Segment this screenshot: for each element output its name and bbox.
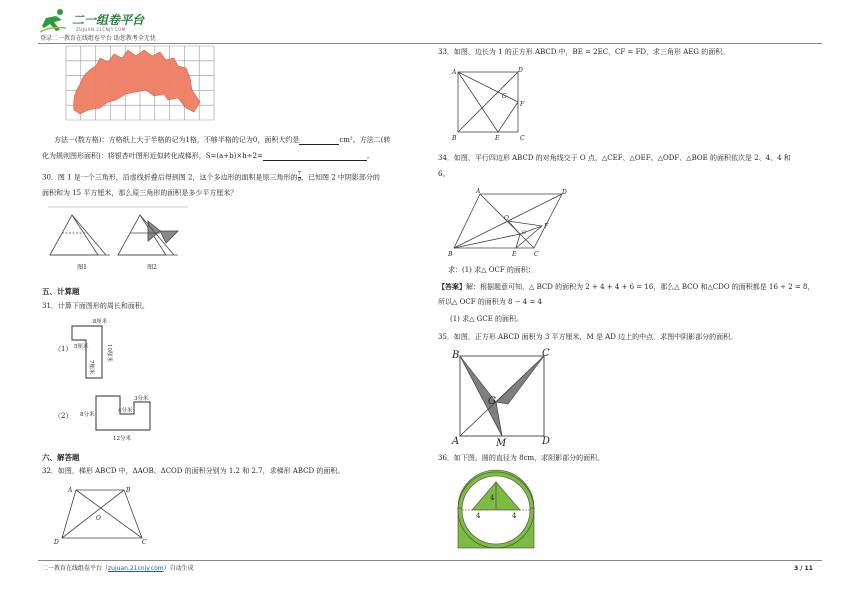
circle-label-l: 4 xyxy=(476,512,481,520)
circle-shaded-figure xyxy=(454,466,538,550)
sq2-label-M: M xyxy=(496,438,507,449)
sq2-label-C: C xyxy=(542,348,550,359)
q33-text: 33．如图，边长为 1 的正方形 ABCD 中，BE = 2EC，CF = FD，求三角形 AEG 的面积。 xyxy=(438,48,730,56)
fig2-label: 图2 xyxy=(147,264,157,271)
trap-label-D: D xyxy=(54,539,59,546)
method-line-2: 化为规则图形面积)：将银杏叶图形近似转化成梯形，S=(a+b)×h÷2= 。 xyxy=(42,152,374,160)
sq-label-D: D xyxy=(518,67,523,74)
shape2-index: （2） xyxy=(54,412,73,420)
q30-line-2: 面积和为 15 平方厘米，那么原三角形的面积是多少平方厘米？ xyxy=(42,189,238,197)
circle-label-v: 4 xyxy=(490,494,495,502)
sq-label-G: G xyxy=(502,93,507,100)
footer-link[interactable]: zujuan.21cnjy.com xyxy=(108,565,164,572)
para-label-E: E xyxy=(512,251,517,258)
section-6-heading: 六、解答题 xyxy=(42,453,80,462)
sq-label-F: F xyxy=(520,101,525,108)
shape2-left: 8分米 xyxy=(80,412,95,418)
para-label-F: F xyxy=(544,223,549,230)
sq2-label-B: B xyxy=(452,350,460,361)
header-tagline: 登录二一教育在线组卷平台 助您教考全无忧 xyxy=(40,35,156,42)
trapezoid-figure xyxy=(54,484,154,546)
logo-icon xyxy=(40,8,68,34)
logo-text: 二一组卷平台 xyxy=(72,13,145,27)
para-label-C: C xyxy=(534,251,539,258)
shape1-inner: 7厘米 xyxy=(88,360,94,375)
shape1-index: （1） xyxy=(54,345,73,353)
q34-answer: 【答案】解：根据题意可知，△ BCD 的面积为 2 + 4 + 4 + 6 = 16，那么△ BCO 和△CDO 的面积都是 16 ÷ 2 = 8， xyxy=(438,282,815,291)
trap-label-B: B xyxy=(126,487,131,494)
page-number: 3 / 11 xyxy=(794,565,813,572)
q34-line-1: 34．如图，平行四边形 ABCD 的对角线交于 O 点，△CEF、△OEF、△ODF、△BOE 的面积依次是 2、4、4 和 xyxy=(438,154,791,162)
q34-answer-2: 所以△ OCF 的面积为 8 − 4 = 4 xyxy=(438,298,543,306)
parallelogram-figure xyxy=(450,188,572,260)
shape1-top: 8厘米 xyxy=(92,319,108,325)
shape1-right: 10厘米 xyxy=(106,344,112,362)
circle-label-r: 4 xyxy=(512,512,517,520)
header-divider xyxy=(38,43,822,44)
para-label-G: G xyxy=(522,230,526,236)
para-label-A: A xyxy=(476,188,481,195)
square-shaded-figure xyxy=(452,348,552,449)
footer-divider xyxy=(38,560,822,561)
q36-text: 36．如下图，圆的直径为 8cm，求阴影部分的面积。 xyxy=(438,454,605,462)
shape2-figure xyxy=(74,392,154,444)
shape1-left: 5厘米 xyxy=(74,344,89,350)
q34-line-2: 6。 xyxy=(438,170,450,178)
sq-label-B: B xyxy=(452,135,457,142)
fig1-label: 图1 xyxy=(77,264,87,271)
para-label-O: O xyxy=(504,215,509,222)
section-5-heading: 五、计算题 xyxy=(42,287,80,296)
q31-text: 31．计算下面图形的周长和面积。 xyxy=(42,302,149,310)
q34-ask-2: (1) 求△ GCE 的面积。 xyxy=(450,315,524,323)
shape1-figure xyxy=(72,318,142,380)
trap-label-O: O xyxy=(96,515,101,522)
footer-source: 二一教育在线组卷平台（zujuan.21cnjy.com）自动生成 xyxy=(42,565,194,572)
trap-label-C: C xyxy=(142,539,147,546)
q35-text: 35．如图，正方形 ABCD 面积为 3 平方厘米，M 是 AD 边上的中点．求图中阴影部分的面积。 xyxy=(438,333,738,341)
answer-blank-1[interactable] xyxy=(299,137,339,145)
sq-label-A: A xyxy=(452,69,457,76)
q34-ask-1: 求：(1) 求△ OCF 的面积； xyxy=(448,266,535,274)
shape2-right: 3分米 xyxy=(134,396,149,402)
shape2-mid: 4分米 xyxy=(118,408,133,414)
para-label-B: B xyxy=(448,251,453,258)
trap-label-A: A xyxy=(68,487,73,494)
q30-line-1: 30．图 1 是一个三角形，沿虚线折叠后得到图 2，这个多边形的面积是原三角形的 $\frac{7}{9}$ ，已知图 2 中阴影部分的 xyxy=(42,171,380,183)
para-label-D: D xyxy=(562,189,567,196)
q32-text: 32．如图，梯形 ABCD 中，ΔAOB、ΔCOD 的面积分别为 1.2 和 2.7，求梯形 ABCD 的面积。 xyxy=(42,467,345,475)
answer-blank-2[interactable] xyxy=(263,153,367,161)
fold-figures xyxy=(48,205,188,275)
sq-label-C: C xyxy=(520,135,525,142)
sq2-label-D: D xyxy=(542,436,551,447)
square-aeg-figure xyxy=(452,66,528,142)
shape2-bottom: 12分米 xyxy=(113,436,131,442)
sq-label-E: E xyxy=(495,135,500,142)
sq2-label-G: G xyxy=(488,396,496,407)
leaf-shape xyxy=(74,50,200,114)
leaf-grid-figure xyxy=(66,46,214,120)
method-line-1: 方法一(数方格)：方格纸上大于半格的记为1格，不够半格的记为0，面积大约是 cm²。方法二(转 xyxy=(54,136,391,144)
logo-url: ZUJUAN.21CNJY.COM xyxy=(76,27,126,32)
sq2-label-A: A xyxy=(452,436,460,447)
